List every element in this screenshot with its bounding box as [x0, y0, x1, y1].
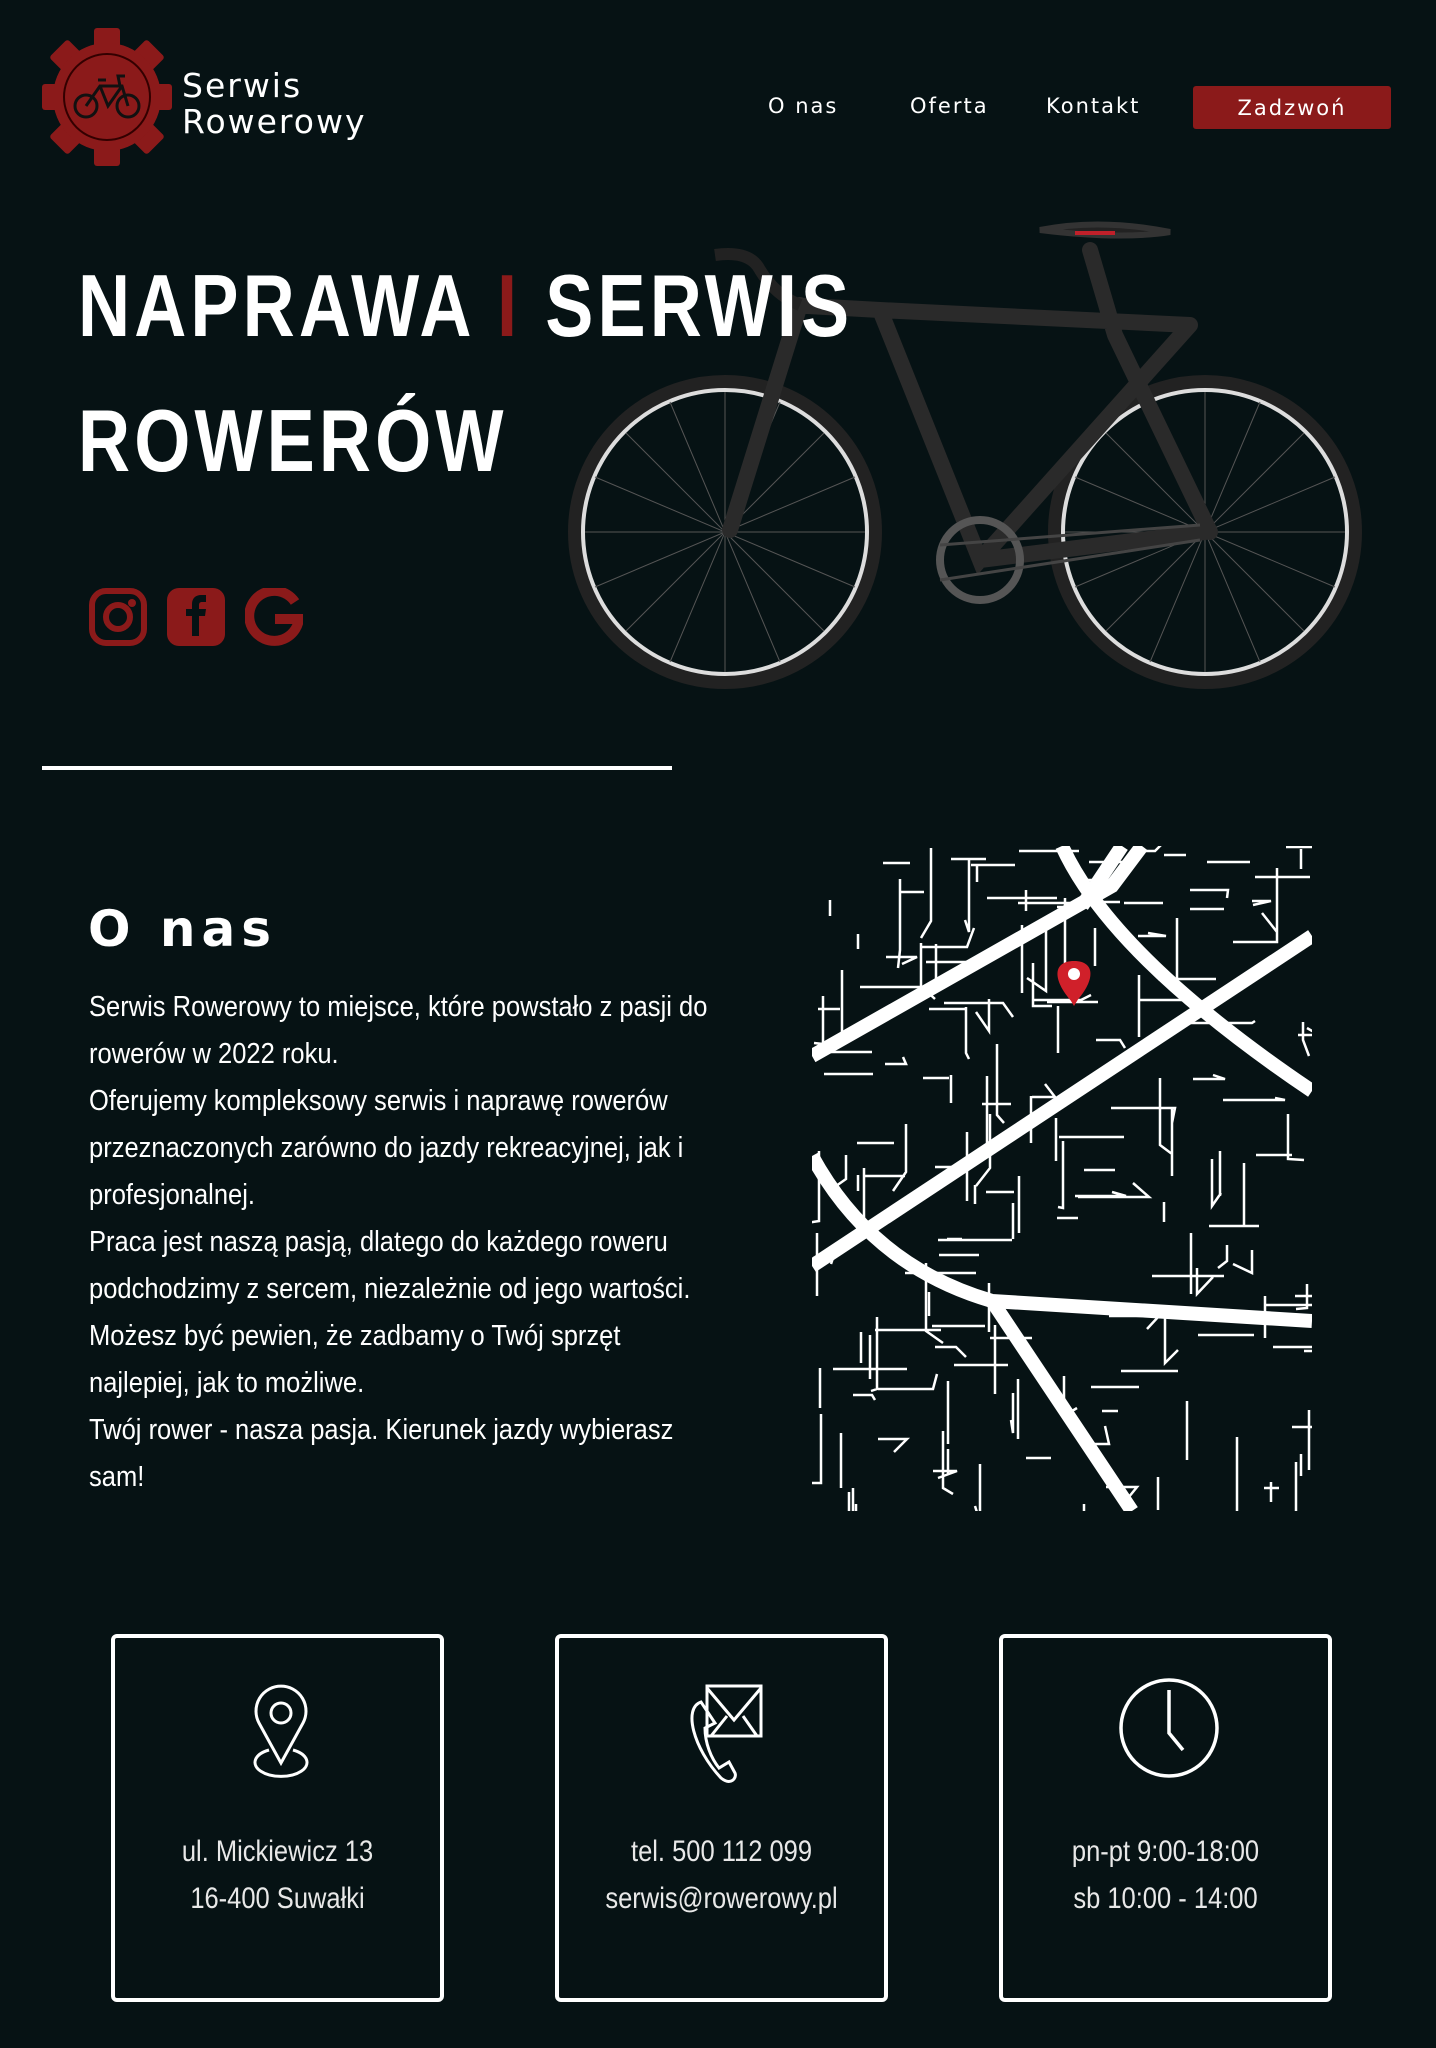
nav-oferta[interactable]: Oferta	[910, 94, 989, 118]
brand-line1: Serwis	[182, 66, 303, 105]
email-address[interactable]: serwis@rowerowy.pl	[605, 1882, 838, 1915]
about-paragraph: Twój rower - nasza pasja. Kierunek jazdy wybierasz sam!	[89, 1414, 674, 1493]
phone-mail-icon	[675, 1678, 775, 1788]
saturday-hours: sb 10:00 - 14:00	[1073, 1882, 1258, 1915]
about-paragraph: Możesz być pewien, że zadbamy o Twój sprzęt najlepiej, jak to możliwe.	[89, 1320, 621, 1399]
address-line2: 16-400 Suwałki	[190, 1882, 365, 1915]
location-map[interactable]	[812, 846, 1312, 1511]
brand-name[interactable]	[182, 68, 366, 140]
hero-title-separator: I	[497, 256, 522, 355]
contact-card	[555, 1634, 888, 2002]
google-icon[interactable]	[245, 588, 303, 646]
brand-line2: Rowerowy	[182, 102, 367, 141]
location-pin-icon	[231, 1678, 331, 1788]
hero-title-a: NAPRAWA	[78, 256, 473, 355]
about-text	[89, 984, 723, 1501]
address-card	[111, 1634, 444, 2002]
divider	[42, 766, 672, 770]
hero-title-line2: ROWERÓW	[78, 391, 508, 490]
hours-card	[999, 1634, 1332, 2002]
instagram-icon[interactable]	[89, 588, 147, 646]
nav-kontakt[interactable]: Kontakt	[1046, 94, 1141, 118]
phone-number[interactable]: tel. 500 112 099	[630, 1835, 813, 1868]
weekday-hours: pn-pt 9:00-18:00	[1071, 1835, 1260, 1868]
about-paragraph: Oferujemy kompleksowy serwis i naprawę rowerów przeznaczonych zarówno do jazdy rekreacyjnej, jak i profesjonalnej.	[89, 1085, 684, 1211]
about-paragraph: Praca jest naszą pasją, dlatego do każdego roweru podchodzimy z sercem, niezależnie od jego wartości.	[89, 1226, 691, 1305]
logo-gear-icon[interactable]	[42, 28, 172, 166]
facebook-icon[interactable]	[167, 588, 225, 646]
about-paragraph: Serwis Rowerowy to miejsce, które powstało z pasji do rowerów w 2022 roku.	[89, 991, 708, 1070]
address-line1: ul. Mickiewicz 13	[181, 1835, 374, 1868]
hero-title-line1	[78, 255, 853, 357]
hero-title-b: SERWIS	[545, 256, 854, 355]
nav-o-nas[interactable]: O nas	[768, 94, 839, 118]
about-heading: O nas	[88, 900, 278, 958]
call-button[interactable]: Zadzwoń	[1193, 86, 1391, 129]
clock-icon	[1119, 1678, 1219, 1788]
